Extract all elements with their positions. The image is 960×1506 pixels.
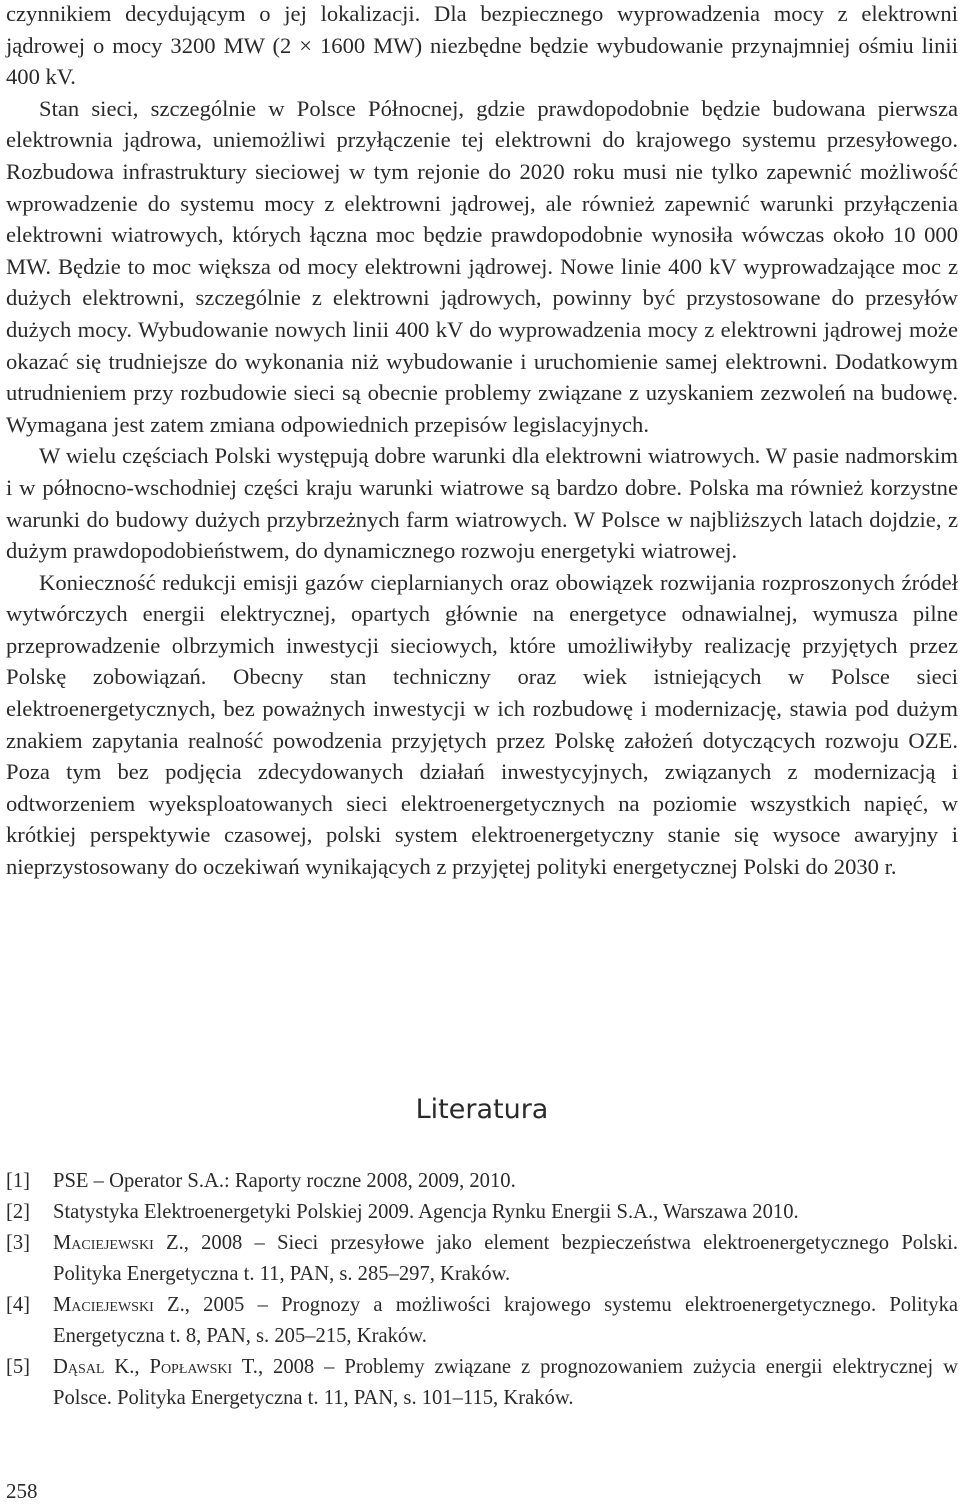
reference-number: [4] xyxy=(6,1294,31,1316)
paragraph: czynnikiem decydującym o jej lokalizacji. Dla bezpiecznego wyprowadzenia mocy z elektrowni jądrowej o mocy 3200 MW (2 × 1600 MW) niezbędne będzie wybudowanie przynajmniej ośmiu linii 400 kV. xyxy=(6,1,958,90)
reference-text xyxy=(53,1166,958,1197)
reference-author: Maciejewski Z. xyxy=(53,1294,185,1316)
reference-item xyxy=(6,1290,958,1352)
reference-number: [1] xyxy=(6,1170,31,1192)
reference-text xyxy=(53,1228,958,1290)
reference-item xyxy=(6,1197,958,1228)
reference-number: [2] xyxy=(6,1201,31,1223)
paragraph: Konieczność redukcji emisji gazów cieplarnianych oraz obowiązek rozwijania rozproszonych źródeł wytwórczych energii elektrycznej, opartych głównie na energetyce odnawialnej, wymusza pilne przeprowadzenie olbrzymich inwestycji sieciowych, które umożliwiłyby realizację przyjętych przez Polskę zobowiązań. Obecny stan techniczny oraz wiek istniejących w Polsce sieci elektroenergetycznych, bez poważnych inwestycji w ich rozbudowę i modernizację, stawia pod dużym znakiem zapytania realność powodzenia przyjętych przez Polskę założeń dotyczących rozwoju OZE. Poza tym bez podjęcia zdecydowanych działań inwestycyjnych, związanych z modernizacją i odtworzeniem wyeksploatowanych sieci elektroenergetycznych na poziomie wszystkich napięć, w krótkiej perspektywie czasowej, polski system elektroenergetyczny stanie się wysoce awaryjny i nieprzystosowany do oczekiwań wynikających z przyjętej polityki energetycznej Polski do 2030 r. xyxy=(6,569,958,880)
reference-author: Maciejewski Z. xyxy=(53,1232,184,1254)
body-text xyxy=(6,0,958,883)
reference-text xyxy=(53,1352,958,1414)
reference-text xyxy=(53,1197,958,1228)
reference-item xyxy=(6,1228,958,1290)
reference-list xyxy=(6,1166,958,1414)
reference-item xyxy=(6,1166,958,1197)
reference-number: [3] xyxy=(6,1232,31,1254)
reference-body: , 2005 – Prognozy a możliwości krajowego systemu elektroenergetycznego. Polityka Energetyczna t. 8, PAN, s. 205–215, Kraków. xyxy=(53,1294,959,1347)
reference-author: Dąsal K., Popławski T. xyxy=(53,1356,258,1378)
paragraph: Stan sieci, szczególnie w Polsce Północnej, gdzie prawdopodobnie będzie budowana pierwsza elektrownia jądrowa, uniemożliwi przyłączenie tej elektrowni do krajowego systemu przesyłowego. Rozbudowa infrastruktury sieciowej w tym rejonie do 2020 roku musi nie tylko zapewnić możliwość wprowadzenie do systemu mocy z elektrowni jądrowej, ale również zapewnić warunki przyłączenia elektrowni wiatrowych, których łączna moc będzie prawdopodobnie wynosiła wówczas około 10 000 MW. Będzie to moc większa od mocy elektrowni jądrowej. Nowe linie 400 kV wyprowadzające moc z dużych elektrowni, szczególnie z elektrowni jądrowych, powinny być przystosowane do przesyłów dużych mocy. Wybudowanie nowych linii 400 kV do wyprowadzenia mocy z elektrowni jądrowej może okazać się trudniejsze do wykonania niż wybudowanie i uruchomienie samej elektrowni. Dodatkowym utrudnieniem przy rozbudowie sieci są obecnie problemy związane z uzyskaniem zezwoleń na budowę. Wymagana jest zatem zmiana odpowiednich przepisów legislacyjnych. xyxy=(6,95,958,437)
reference-body: PSE – Operator S.A.: Raporty roczne 2008, 2009, 2010. xyxy=(53,1170,516,1192)
reference-number: [5] xyxy=(6,1356,31,1378)
reference-body: Statystyka Elektroenergetyki Polskiej 2009. Agencja Rynku Energii S.A., Warszawa 2010. xyxy=(53,1201,799,1223)
paragraph: W wielu częściach Polski występują dobre warunki dla elektrowni wiatrowych. W pasie nadmorskim i w północno-wschodniej części kraju warunki wiatrowe są bardzo dobre. Polska ma również korzystne warunki do budowy dużych przybrzeżnych farm wiatrowych. W Polsce w najbliższych latach dojdzie, z dużym prawdopodobieństwem, do dynamicznego rozwoju energetyki wiatrowej. xyxy=(6,443,958,564)
section-heading: Literatura xyxy=(415,1094,549,1125)
reference-body: , 2008 – Sieci przesyłowe jako element bezpieczeństwa elektroenergetycznego Polski. Polityka Energetyczna t. 11, PAN, s. 285–297, Kraków. xyxy=(53,1232,958,1285)
reference-item xyxy=(6,1352,958,1414)
page-number: 258 xyxy=(6,1479,38,1503)
reference-body: , 2008 – Problemy związane z prognozowaniem zużycia energii elektrycznej w Polsce. Polityka Energetyczna t. 11, PAN, s. 101–115, Kraków. xyxy=(53,1356,958,1409)
reference-text xyxy=(53,1290,958,1352)
